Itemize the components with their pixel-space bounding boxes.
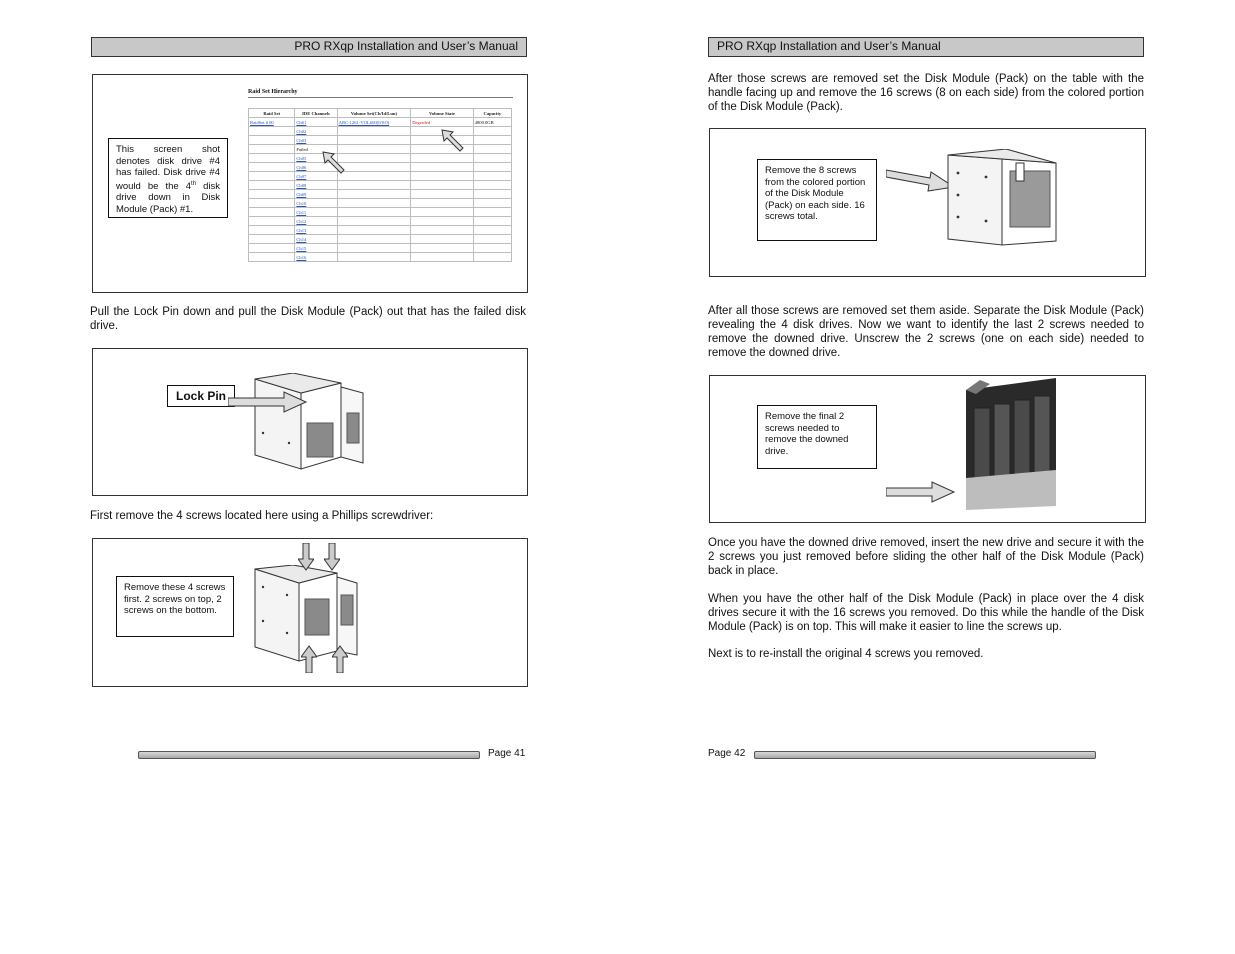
raid-table-row: [249, 244, 512, 253]
raid-table-cell: [249, 226, 295, 235]
channel-link[interactable]: Ch13: [296, 227, 307, 233]
raid-table-cell: [337, 172, 411, 181]
channel-link[interactable]: Ch09: [296, 191, 307, 197]
raid-table-cell: [337, 163, 411, 172]
raid-table-cell: [473, 172, 511, 181]
raid-table-cell: [411, 208, 473, 217]
raid-table-row: [249, 163, 512, 172]
remove-final-screws-figure: [709, 375, 1146, 523]
col-volume-set: Volume Set(Ch/Id/Lun): [337, 109, 411, 118]
raid-table-row: [249, 172, 512, 181]
capacity: 4800.0GB: [474, 119, 494, 125]
raid-table-cell: [337, 181, 411, 190]
arrow-right-2-icon: [886, 480, 956, 504]
raid-table-cell: [473, 235, 511, 244]
raid-table-row: [249, 235, 512, 244]
raid-table-cell: [337, 226, 411, 235]
raid-table-cell: [473, 145, 511, 154]
raid-table-cell: [337, 235, 411, 244]
right-paragraph-1: After those screws are removed set the Disk Module (Pack) on the table with the handle facing up and remove the 16 screws (8 on each side) from the colored portion of the Disk Module (Pack).: [708, 73, 1144, 113]
raid-table-cell: [337, 127, 411, 136]
raid-table-row: [249, 190, 512, 199]
raid-table-cell: [249, 217, 295, 226]
volume-state: Degraded: [412, 119, 431, 125]
raid-table-cell: [295, 226, 337, 235]
raid-screenshot-figure: [92, 74, 528, 293]
raid-hierarchy-title: Raid Set Hierarchy: [248, 89, 513, 98]
raid-table-cell: [295, 217, 337, 226]
raid-table-cell: [249, 145, 295, 154]
raid-table-header: [249, 109, 512, 118]
right-paragraph-2: After all those screws are removed set them aside. Separate the Disk Module (Pack) revealing the 4 disk drives. Now we want to identify the last 2 screws needed to remove the downed drive. Unscrew the 2 screws (one on each side) needed to remove the downed drive.: [708, 305, 1144, 359]
right-header-title: PRO RXqp Installation and User’s Manual: [717, 39, 941, 53]
raid-table-cell: [249, 199, 295, 208]
raid-table-cell: [295, 208, 337, 217]
down-arrow-1-icon: [298, 543, 314, 571]
raid-table-row: [249, 136, 512, 145]
col-volume-state: Volume State: [411, 109, 473, 118]
raid-table-cell: [337, 208, 411, 217]
channel-link[interactable]: Ch08: [296, 182, 307, 188]
channel-link[interactable]: Ch11: [296, 209, 307, 215]
channel-link[interactable]: Ch14: [296, 236, 307, 242]
raid-table-row: [249, 145, 512, 154]
remove-four-screws-callout: Remove these 4 screws first. 2 screws on top, 2 screws on the bottom.: [116, 576, 234, 637]
remove-sixteen-screws-callout: Remove the 8 screws from the colored portion of the Disk Module (Pack) on each side. 16 screws total.: [757, 159, 877, 241]
raid-table-cell: [249, 163, 295, 172]
raid-table-cell: [473, 118, 511, 127]
raid-table-cell: [249, 127, 295, 136]
down-arrow-2-icon: [324, 543, 340, 571]
raid-table-cell: [473, 208, 511, 217]
raid-table-cell: [249, 172, 295, 181]
raid-table-cell: [337, 199, 411, 208]
left-header-title: PRO RXqp Installation and User’s Manual: [294, 39, 518, 53]
right-page-header: [708, 37, 1144, 57]
channel-link[interactable]: Ch12: [296, 218, 307, 224]
remove-sixteen-screws-figure: [709, 128, 1146, 277]
raid-table-cell: [411, 226, 473, 235]
raid-table-row: [249, 127, 512, 136]
raid-table-row: [249, 199, 512, 208]
remove-four-screws-figure: [92, 538, 528, 687]
right-paragraph-4: When you have the other half of the Disk Module (Pack) in place over the 4 disk drives secure it with the 16 screws you removed. Do this while the handle of the Disk Module (Pack) is on top. This will make it easier to line the screws up.: [708, 593, 1144, 633]
channel-link[interactable]: Ch07: [296, 173, 307, 179]
disk-module-illustration: [253, 373, 373, 473]
raid-table-row: [249, 217, 512, 226]
callout-text-end: disk drive down in Disk Module (Pack) #1.: [116, 180, 221, 215]
up-arrow-2-icon: [332, 645, 348, 673]
raid-table-cell: [411, 163, 473, 172]
callout-text: This screen shot denotes disk drive #4 has failed. Disk drive #4 would be the 4: [116, 144, 220, 192]
raid-table-cell: [337, 154, 411, 163]
right-paragraph-3: Once you have the downed drive removed, insert the new drive and secure it with the 2 screws you just removed before sliding the other half of the Disk Module (Pack) back in place.: [708, 537, 1144, 577]
raid-table-cell: [249, 253, 295, 262]
channel-link[interactable]: Ch01: [296, 119, 307, 125]
raid-table-cell: [337, 118, 411, 127]
raid-table-cell: [249, 190, 295, 199]
right-paragraph-5: Next is to re-install the original 4 screws you removed.: [708, 648, 984, 660]
raid-table-cell: [337, 145, 411, 154]
right-page-number: Page 42: [708, 748, 746, 759]
raid-set-link[interactable]: RaidSet # 00: [250, 119, 274, 125]
left-paragraph-1: Pull the Lock Pin down and pull the Disk Module (Pack) out that has the failed disk drive.: [90, 306, 526, 332]
raid-table-cell: [473, 244, 511, 253]
left-footer-bar: [138, 751, 480, 759]
raid-table-cell: [337, 253, 411, 262]
raid-table-row: [249, 118, 512, 127]
raid-table-cell: [411, 217, 473, 226]
raid-table-cell: [295, 253, 337, 262]
raid-table-cell: [411, 172, 473, 181]
callout-superscript: th: [191, 180, 197, 187]
raid-table-cell: [473, 226, 511, 235]
raid-table-cell: [337, 244, 411, 253]
raid-table-cell: [249, 181, 295, 190]
raid-table-cell: [295, 181, 337, 190]
left-page-header: [91, 37, 527, 57]
col-ide-channels: IDE Channels: [295, 109, 337, 118]
channel-link[interactable]: Ch06: [296, 164, 307, 170]
raid-table-cell: [249, 244, 295, 253]
raid-table-cell: [295, 136, 337, 145]
raid-table-cell: [411, 235, 473, 244]
raid-table-cell: [411, 154, 473, 163]
left-page-number: Page 41: [488, 748, 526, 759]
raid-table-row: [249, 208, 512, 217]
lock-pin-figure: [92, 348, 528, 496]
raid-table-cell: [473, 190, 511, 199]
raid-table-cell: [473, 217, 511, 226]
disk-module-illustration-3: [946, 149, 1066, 249]
raid-table-cell: [295, 244, 337, 253]
raid-table-cell: [411, 253, 473, 262]
col-capacity: Capacity: [473, 109, 511, 118]
left-paragraph-2: First remove the 4 screws located here using a Phillips screwdriver:: [90, 510, 434, 522]
raid-table-cell: [249, 235, 295, 244]
raid-table-cell: [337, 136, 411, 145]
raid-table-cell: [295, 199, 337, 208]
raid-table-cell: [473, 154, 511, 163]
channel-link[interactable]: Ch16: [296, 254, 307, 260]
raid-table-cell: [411, 199, 473, 208]
raid-table-cell: [473, 163, 511, 172]
raid-table-row: [249, 154, 512, 163]
raid-table-cell: [473, 136, 511, 145]
raid-table-cell: [473, 199, 511, 208]
volume-set-link[interactable]: ARC-1261-VOL#00(0/0/0): [338, 119, 390, 125]
raid-table-cell: [295, 235, 337, 244]
raid-table-cell: [473, 127, 511, 136]
arrow-to-degraded-icon: [441, 129, 465, 153]
raid-table-row: [249, 226, 512, 235]
raid-table-cell: [295, 127, 337, 136]
raid-table-cell: [249, 136, 295, 145]
raid-table-cell: [337, 190, 411, 199]
disk-drives-photo: [960, 378, 1060, 512]
channel-link[interactable]: Ch03: [296, 137, 307, 143]
raid-table-cell: [337, 217, 411, 226]
raid-table-row: [249, 253, 512, 262]
failed-drive-callout: [108, 138, 228, 218]
raid-table-cell: [249, 208, 295, 217]
raid-hierarchy-table: [248, 108, 512, 262]
right-footer-bar: [754, 751, 1096, 759]
raid-table-cell: [411, 190, 473, 199]
raid-table-cell: [249, 154, 295, 163]
arrow-to-failed-icon: [322, 151, 346, 175]
lock-pin-label: Lock Pin: [167, 385, 235, 407]
up-arrow-1-icon: [301, 645, 317, 673]
raid-table-cell: [295, 118, 337, 127]
failed-channel: Failed: [296, 146, 308, 152]
raid-table-cell: [473, 181, 511, 190]
raid-table-cell: [295, 190, 337, 199]
channel-link[interactable]: Ch15: [296, 245, 307, 251]
raid-table-cell: [473, 253, 511, 262]
raid-table-cell: [411, 181, 473, 190]
raid-hierarchy-screenshot: [248, 89, 516, 279]
raid-table-cell: [411, 118, 473, 127]
channel-link[interactable]: Ch10: [296, 200, 307, 206]
channel-link[interactable]: Ch02: [296, 128, 307, 134]
raid-table-row: [249, 181, 512, 190]
col-raid-set: Raid Set: [249, 109, 295, 118]
lock-pin-arrow-icon: [228, 390, 308, 414]
channel-link[interactable]: Ch05: [296, 155, 307, 161]
raid-table-cell: [249, 118, 295, 127]
raid-table-cell: [411, 244, 473, 253]
remove-final-screws-callout: Remove the final 2 screws needed to remove the downed drive.: [757, 405, 877, 469]
